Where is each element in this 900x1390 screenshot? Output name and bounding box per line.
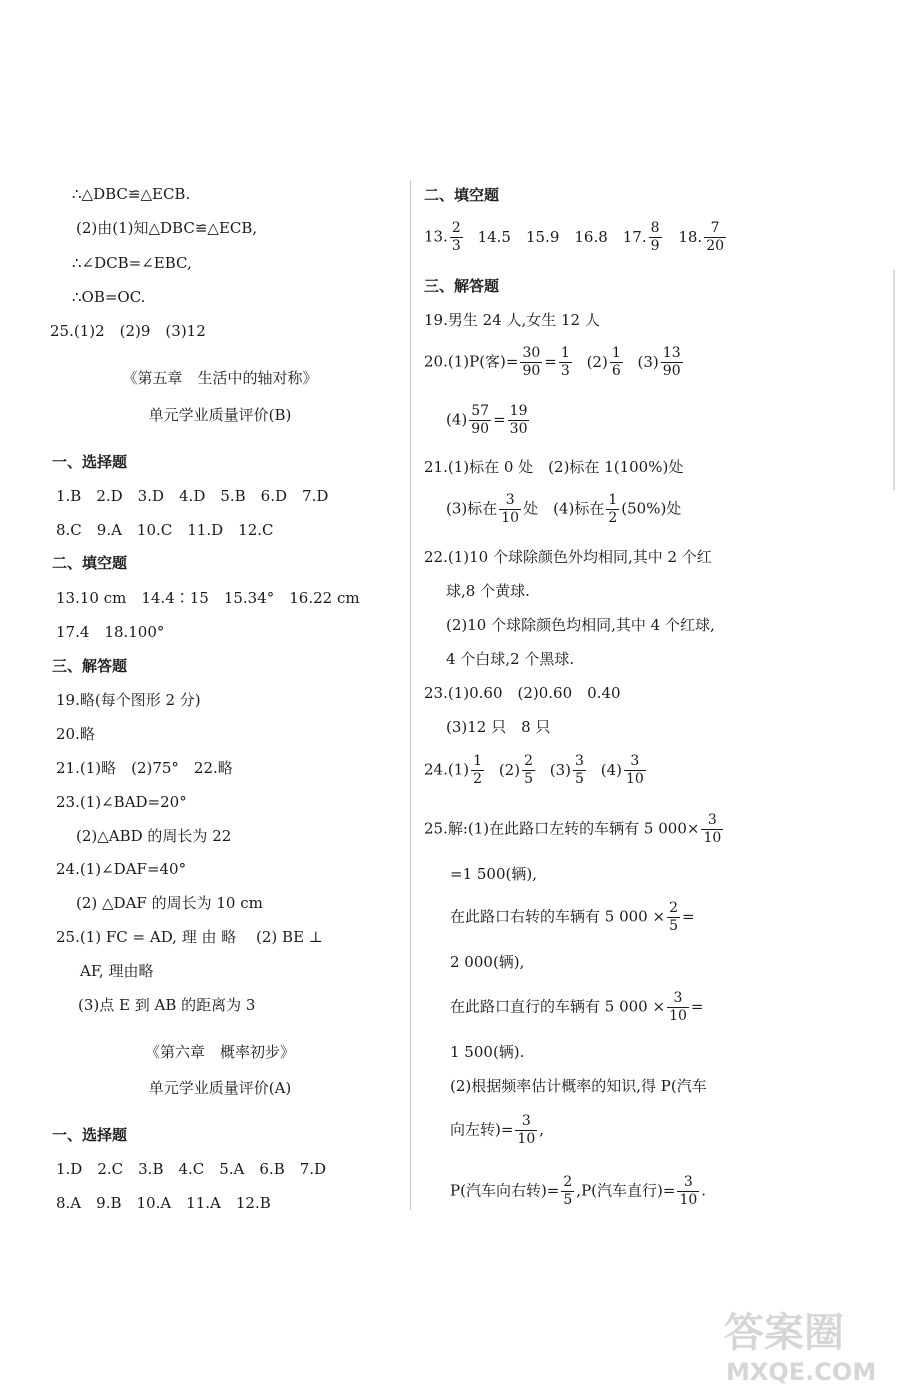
column-divider	[410, 180, 411, 1210]
chapter-5-title: 《第五章 生活中的轴对称》	[122, 369, 318, 387]
answer-25-3: (3)点 E 到 AB 的距离为 3	[78, 996, 256, 1014]
answer-20-line1: 20.(1)P(客)= $\frac{30}{90}$ = $\frac{1}{3}$ (2) $\frac{1}{6}$ (3) $\frac{13}{90}$	[424, 345, 681, 379]
answer-24-1: 24.(1)∠DAF=40°	[56, 860, 187, 878]
answer-23-1: 23.(1)∠BAD=20°	[56, 793, 187, 811]
answer-24-2: (2) △DAF 的周长为 10 cm	[76, 894, 263, 912]
choice-row-1: 1.B 2.D 3.D 4.D 5.B 6.D 7.D	[56, 487, 329, 505]
answer-22-1: 22.(1)10 个球除颜色外均相同,其中 2 个红	[424, 548, 712, 566]
answer-25-1: 25.(1) FC = AD, 理 由 略 (2) BE ⊥	[56, 928, 323, 946]
watermark-brand: 答案圈	[724, 1310, 844, 1356]
answer-19: 19.略(每个图形 2 分)	[56, 691, 201, 709]
section-fill-right: 二、填空题	[424, 186, 500, 204]
answer-20-line2: (4) $\frac{57}{90}$ = $\frac{19}{30}$	[446, 403, 528, 437]
fraction: $\frac{7}{20}$	[706, 220, 725, 254]
answer-25: 25.(1)2 (2)9 (3)12	[50, 322, 206, 340]
answer-19-right: 19.男生 24 人,女生 12 人	[424, 311, 600, 329]
answer-25-right-8: 向左转)= $\frac{3}{10}$ ,	[450, 1113, 545, 1147]
chapter-6-subtitle: 单元学业质量评价(A)	[148, 1079, 292, 1097]
answer-25-right-4: 2 000(辆),	[450, 953, 525, 971]
proof-line-3: ∴∠DCB=∠EBC,	[72, 254, 192, 272]
answer-25-right-2: =1 500(辆),	[450, 865, 537, 883]
fraction: $\frac{2}{3}$	[451, 220, 461, 254]
section-solve-right: 三、解答题	[424, 277, 500, 295]
answer-25-right-1: 25.解:(1)在此路口左转的车辆有 5 000× $\frac{3}{10}$	[424, 812, 722, 846]
chapter-6-title: 《第六章 概率初步》	[144, 1043, 295, 1061]
section-choice: 一、选择题	[52, 453, 128, 471]
answer-24-right: 24.(1) $\frac{1}{2}$ (2) $\frac{2}{5}$ (3) $\frac{3}{5}$ (4) $\frac{3}{10}$	[424, 753, 644, 787]
watermark-site: MXQE.COM	[726, 1358, 877, 1385]
answer-25-right-5: 在此路口直行的车辆有 5 000 × $\frac{3}{10}$ =	[450, 990, 704, 1024]
answer-22-2: 球,8 个黄球.	[446, 582, 530, 600]
choice2-row-1: 1.D 2.C 3.B 4.C 5.A 6.B 7.D	[56, 1160, 327, 1178]
answer-25-right-9: P(汽车向右转)= $\frac{2}{5}$ ,P(汽车直行)= $\frac{3}{10}$ .	[450, 1174, 707, 1208]
watermark-logo	[720, 1300, 895, 1385]
answer-23-1-right: 23.(1)0.60 (2)0.60 0.40	[424, 684, 621, 702]
fill-row-1: 13.10 cm 14.4∶15 15.34° 16.22 cm	[56, 589, 360, 607]
answer-25-2: AF, 理由略	[80, 962, 154, 980]
answer-22-4: 4 个白球,2 个黑球.	[446, 650, 575, 668]
section-fill: 二、填空题	[52, 554, 128, 572]
choice2-row-2: 8.A 9.B 10.A 11.A 12.B	[56, 1194, 271, 1212]
fraction: $\frac{8}{9}$	[650, 220, 660, 254]
answer-21: 21.(1)略 (2)75° 22.略	[56, 759, 233, 777]
answer-25-right-3: 在此路口右转的车辆有 5 000 × $\frac{2}{5}$ =	[450, 900, 695, 934]
choice-row-2: 8.C 9.A 10.C 11.D 12.C	[56, 521, 274, 539]
proof-line-4: ∴OB=OC.	[72, 288, 146, 306]
answer-22-3: (2)10 个球除颜色均相同,其中 4 个红球,	[446, 616, 715, 634]
fill-row-2: 17.4 18.100°	[56, 623, 165, 641]
answer-21-line1: 21.(1)标在 0 处 (2)标在 1(100%)处	[424, 458, 684, 476]
proof-line-2: (2)由(1)知△DBC≌△ECB,	[76, 219, 258, 237]
section-choice-2: 一、选择题	[52, 1126, 128, 1144]
chapter-5-subtitle: 单元学业质量评价(B)	[148, 406, 292, 424]
section-solve: 三、解答题	[52, 657, 128, 675]
page-edge-shadow	[893, 270, 895, 490]
fill-answers-13-18: 13. $\frac{2}{3}$ 14.5 15.9 16.8 17. $\frac{8}{9}$ 18. $\frac{7}{20}$	[424, 220, 725, 254]
answer-25-right-6: 1 500(辆).	[450, 1043, 525, 1061]
proof-line-1: ∴△DBC≌△ECB.	[72, 185, 191, 203]
answer-20: 20.略	[56, 725, 95, 743]
answer-25-right-7: (2)根据频率估计概率的知识,得 P(汽车	[450, 1077, 707, 1095]
answer-23-2: (2)△ABD 的周长为 22	[76, 827, 232, 845]
answer-23-2-right: (3)12 只 8 只	[446, 718, 551, 736]
answer-21-line2: (3)标在 $\frac{3}{10}$ 处 (4)标在 $\frac{1}{2}$ (50%)处	[446, 492, 682, 526]
